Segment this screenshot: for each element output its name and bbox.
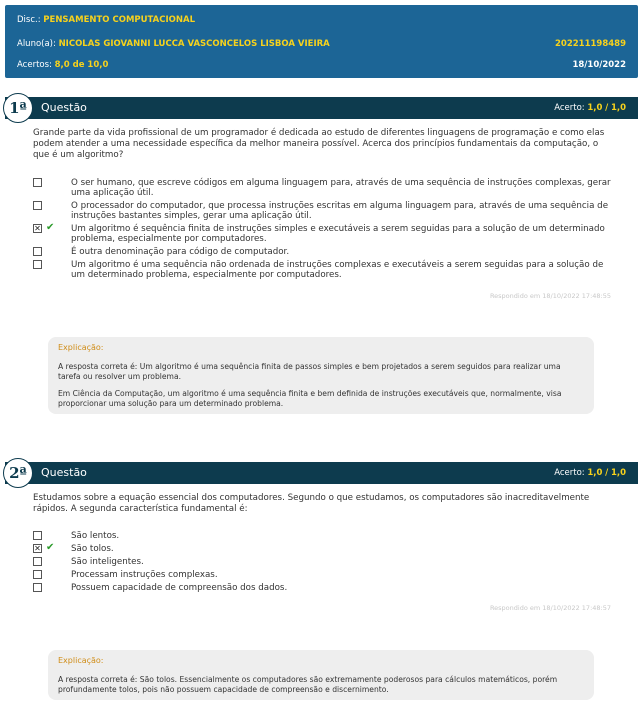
question-2-number: 2ª [9, 464, 27, 482]
explanation-title: Explicação: [58, 656, 104, 665]
question-1-score-label: Acerto: [554, 103, 585, 113]
option-text: O ser humano, que escreve códigos em alguma linguagem para, através de uma sequência de instruções complexas, gerar uma aplicação útil. [71, 178, 611, 198]
exam-header [5, 5, 638, 78]
question-1-bar [5, 97, 638, 119]
question-2-option-4[interactable] [33, 570, 613, 580]
question-2-options [33, 531, 613, 596]
correct-check-icon: ✔ [46, 222, 55, 233]
checkbox[interactable] [33, 531, 42, 540]
option-text: Um algoritmo é uma sequência não ordenada de instruções complexas e executáveis a serem seguidas para a solução de um determinado problema, especialmente por computadores. [71, 260, 604, 280]
option-text: Processam instruções complexas. [71, 570, 218, 580]
exam-date: 18/10/2022 [572, 60, 626, 70]
discipline-row [17, 15, 626, 25]
question-2-score-sep: / [605, 468, 609, 478]
checkbox[interactable] [33, 247, 42, 256]
option-text: São lentos. [71, 531, 120, 541]
question-2-score [554, 468, 626, 478]
option-text: É outra denominação para código de computador. [71, 247, 290, 257]
question-1-option-4[interactable] [33, 247, 613, 257]
discipline-label: Disc.: [17, 15, 41, 25]
student-name: NICOLAS GIOVANNI LUCCA VASCONCELOS LISBOA VIEIRA [58, 39, 330, 49]
explanation-text: A resposta correta é: Um algoritmo é uma sequência finita de passos simples e bem projetados a serem seguidos para realizar uma tarefa ou resolver um problema. [58, 362, 561, 381]
question-1-score-total: 1,0 [610, 103, 626, 113]
question-1-title: Questão [41, 101, 87, 114]
option-text: Possuem capacidade de compreensão dos dados. [71, 583, 288, 593]
question-2-option-2[interactable] [33, 544, 613, 554]
question-1-answered-time: Respondido em 18/10/2022 17:48:55 [489, 292, 611, 300]
question-1-score-sep: / [605, 103, 609, 113]
score-row [17, 60, 626, 70]
explanation-text: A resposta correta é: São tolos. Essencialmente os computadores são extremamente poderosos para cálculos matemáticos, porém profundamente tolos, pois não possuem capacidade de compreensão e discernimento. [58, 675, 558, 694]
checkbox[interactable] [33, 201, 42, 210]
student-id: 202211198489 [555, 39, 626, 49]
question-2-score-value: 1,0 [587, 468, 603, 478]
checkbox-checked[interactable]: ✕ [34, 224, 41, 233]
checkbox[interactable] [33, 178, 42, 187]
question-1-options [33, 178, 613, 283]
acertos-value: 8,0 de 10,0 [54, 60, 109, 70]
option-text: Um algoritmo é sequência finita de instruções simples e executáveis a serem seguidas para a solução de um determinado problema, especialmente por computadores. [71, 224, 605, 244]
explanation-title: Explicação: [58, 343, 104, 352]
question-2-score-total: 1,0 [610, 468, 626, 478]
option-text: O processador do computador, que processa instruções escritas em alguma linguagem para, através de uma sequência de instruções bastantes simples, gerar uma aplicação útil. [71, 201, 609, 221]
student-row [17, 39, 626, 49]
question-1-option-1[interactable] [33, 178, 613, 198]
checkbox[interactable] [33, 570, 42, 579]
question-2-text: Estudamos sobre a equação essencial dos computadores. Segundo o que estudamos, os computadores são inacreditavelmente rápidos. A segunda característica fundamental é: [33, 493, 590, 514]
question-1-score [554, 103, 626, 113]
question-2-option-1[interactable] [33, 531, 613, 541]
question-1-option-3[interactable] [33, 224, 613, 244]
question-1-number-badge [3, 93, 33, 123]
checkbox[interactable] [33, 583, 42, 592]
question-1-number: 1ª [9, 99, 27, 117]
question-1-option-5[interactable] [33, 260, 613, 280]
question-2-option-3[interactable] [33, 557, 613, 567]
question-1-score-value: 1,0 [587, 103, 603, 113]
question-2-bar [5, 462, 638, 484]
question-2-score-label: Acerto: [554, 468, 585, 478]
checkbox[interactable] [33, 260, 42, 269]
question-2-number-badge [3, 458, 33, 488]
checkbox[interactable] [33, 557, 42, 566]
question-2-title: Questão [41, 466, 87, 479]
question-1-text: Grande parte da vida profissional de um programador é dedicada ao estudo de diferentes linguagens de programação e como elas podem atender a uma necessidade específica da melhor maneira possível. Acerca dos princípios fundamentais da computação, o que é um algoritmo? [33, 128, 605, 160]
explanation-text: Em Ciência da Computação, um algoritmo é uma sequência finita e bem definida de instruções executáveis que, normalmente, visa proporcionar uma solução para um determinado problema. [58, 389, 562, 408]
student-label: Aluno(a): [17, 39, 56, 49]
acertos-label: Acertos: [17, 60, 52, 70]
option-text: São tolos. [71, 544, 114, 554]
correct-check-icon: ✔ [46, 542, 55, 553]
option-text: São inteligentes. [71, 557, 144, 567]
checkbox-checked[interactable]: ✕ [34, 544, 41, 553]
question-1-option-2[interactable] [33, 201, 613, 221]
question-2-answered-time: Respondido em 18/10/2022 17:48:57 [489, 604, 611, 612]
question-2-option-5[interactable] [33, 583, 613, 593]
question-2-explanation [48, 650, 594, 700]
question-1-explanation [48, 337, 594, 414]
discipline-value: PENSAMENTO COMPUTACIONAL [43, 15, 195, 25]
